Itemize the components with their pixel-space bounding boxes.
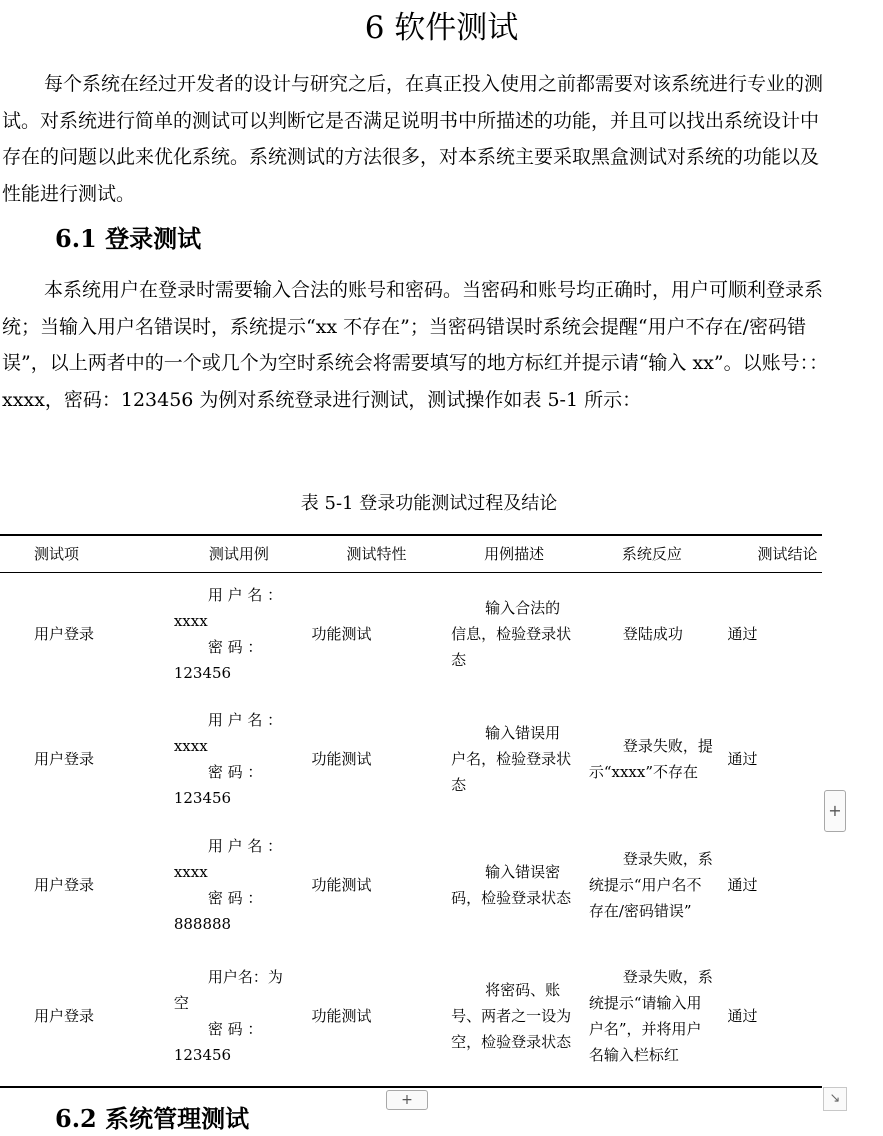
section-heading-6-1: 6.1 登录测试	[55, 224, 202, 253]
cell-result: 通过	[727, 1007, 758, 1025]
add-row-button[interactable]: +	[386, 1090, 428, 1110]
cell-item: 用户登录	[34, 875, 95, 894]
table-resize-icon[interactable]: ↘	[823, 1087, 847, 1111]
cell-desc: 输入错误密码，检验登录状态	[451, 862, 572, 907]
chapter-title: 6 软件测试	[364, 10, 519, 46]
cell-case: 用户名：为 空 密 码 ： 123456	[173, 968, 283, 1064]
table-row	[0, 573, 822, 695]
login-test-table	[0, 534, 822, 1088]
cell-item: 用户登录	[34, 1007, 95, 1025]
cell-desc: 输入错误用户名，检验登录状态	[451, 723, 572, 794]
cell-case: 用 户 名 ： xxxx 密 码 ： 123456	[173, 585, 283, 682]
cell-desc: 将密码、账号、两者之一设为空，检验登录状态	[451, 981, 572, 1051]
cell-item: 用户登录	[34, 749, 95, 768]
cell-result: 通过	[727, 875, 758, 894]
cell-desc: 输入合法的信息，检验登录状态	[451, 598, 572, 669]
cell-feature: 功能测试	[311, 749, 372, 768]
login-test-text: 本系统用户在登录时需要输入合法的账号和密码。当密码和账号均正确时，用户可顺利登录系统；当输入用户名错误时，系统提示“xx 不存在”；当密码错误时系统会提醒“用户不存在/密码错误”，以上两者中的一个或几个为空时系统会将需要填写的地方标红并提示请“输入 xx”。以账号：：xxxx，密码：123456 为例对系统登录进行测试，测试操作如表 5-1 所示：	[2, 279, 829, 411]
login-test-paragraph	[2, 272, 832, 418]
table-caption: 表 5-1 登录功能测试过程及结论	[300, 493, 558, 514]
header-test-item: 测试项	[34, 545, 80, 563]
cell-case: 用 户 名 ： xxxx 密 码 ： 888888	[173, 836, 283, 933]
table-row	[0, 947, 822, 1087]
intro-text: 每个系统在经过开发者的设计与研究之后，在真正投入使用之前都需要对该系统进行专业的测试。对系统进行简单的测试可以判断它是否满足说明书中所描述的功能，并且可以找出系统设计中存在的问题以此来优化系统。系统测试的方法很多，对本系统主要采取黑盒测试对系统的功能以及性能进行测试。	[2, 73, 824, 205]
header-test-result: 测试结论	[757, 545, 818, 563]
cell-result: 通过	[727, 624, 758, 643]
intro-paragraph	[2, 66, 832, 212]
header-test-case: 测试用例	[208, 545, 269, 563]
table-row	[0, 823, 822, 947]
cell-feature: 功能测试	[311, 624, 372, 643]
table-row	[0, 695, 822, 823]
cell-reaction: 登陆成功	[622, 624, 683, 643]
cell-reaction: 登录失败，系统提示“请输入用户名”，并将用户名输入栏标红	[588, 968, 713, 1064]
cell-reaction: 登录失败，系统提示“用户名不存在/密码错误”	[588, 849, 713, 920]
cell-item: 用户登录	[34, 624, 95, 643]
cell-feature: 功能测试	[311, 1007, 372, 1025]
header-case-desc: 用例描述	[484, 545, 545, 563]
add-column-button[interactable]: +	[824, 790, 846, 832]
section-heading-6-2: 6.2 系统管理测试	[55, 1104, 250, 1133]
cell-reaction: 登录失败，提示“xxxx”不存在	[588, 736, 713, 781]
table-header-row	[0, 535, 822, 573]
header-test-feature: 测试特性	[346, 545, 407, 563]
header-system-reaction: 系统反应	[621, 545, 682, 563]
cell-feature: 功能测试	[311, 875, 372, 894]
cell-case: 用 户 名 ： xxxx 密 码 ： 123456	[173, 710, 283, 807]
cell-result: 通过	[727, 749, 758, 768]
